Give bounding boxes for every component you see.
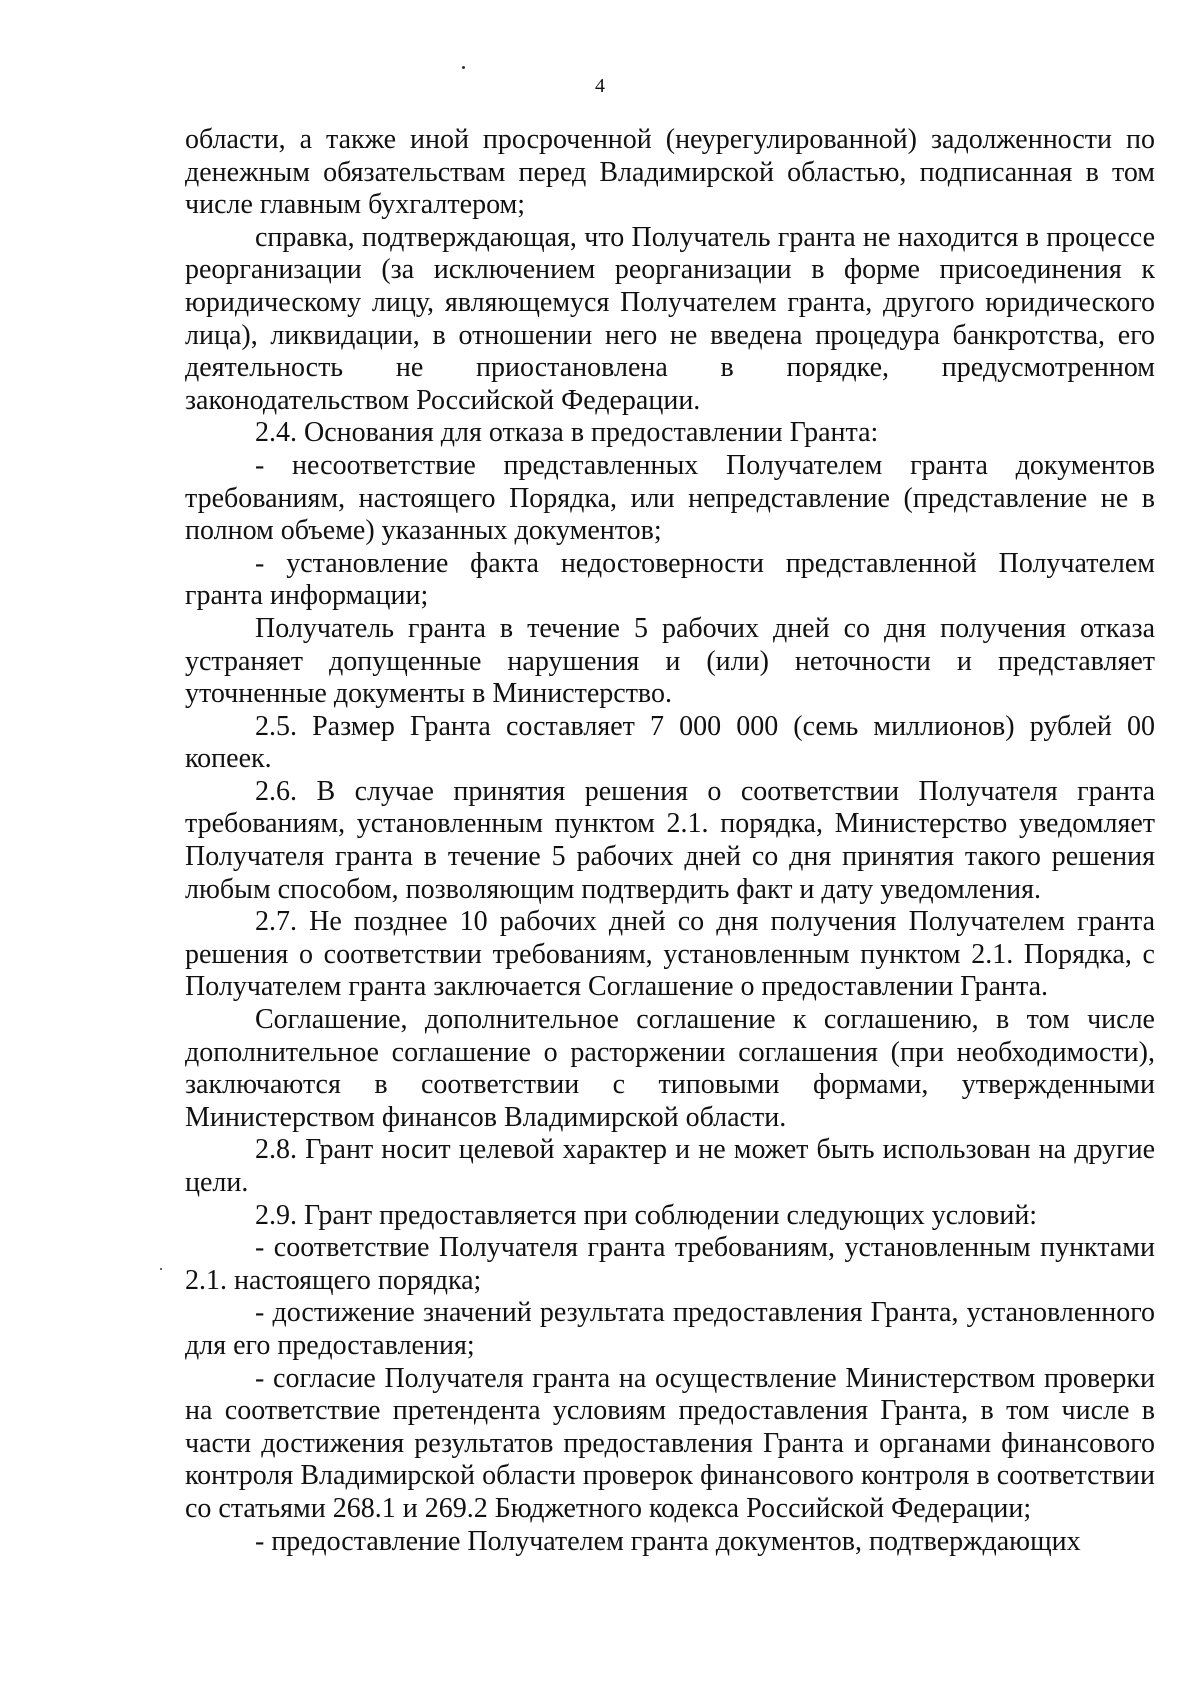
paragraph-2-9-item-documents: - предоставление Получателем гранта документов, подтверждающих: [255, 1525, 1081, 1557]
page-number: 4: [595, 75, 605, 97]
paragraph-2-9-item-consent: - согласие Получателя гранта на осуществление Министерством проверки на соответствие претендента условиям предоставления Гранта, в том числе в части достижения результатов предоставления Гранта и органами финансового контроля Владимирской области проверок финансового контроля в соответствии со статьями 268.1 и 269.2 Бюджетного кодекса Российской Федерации;: [185, 1362, 1155, 1524]
paragraph-2-5-grant-size: 2.5. Размер Гранта составляет 7 000 000 (семь миллионов) рублей 00 копеек.: [185, 710, 1155, 775]
paragraph-2-9-item-results: - достижение значений результата предоставления Гранта, установленного для его предоставления;: [185, 1297, 1155, 1361]
paragraph-2-9-item-compliance: - соответствие Получателя гранта требованиям, установленным пунктами 2.1. настоящего порядка;: [185, 1232, 1155, 1296]
paragraph-reorganization-certificate: справка, подтверждающая, что Получатель гранта не находится в процессе реорганизации (за исключением реорганизации в форме присоединения к юридическому лицу, являющемуся Получателем гранта, другого юридического лица), ликвидации, в отношении него не введена процедура банкротства, его деятельность не приостановлена в порядке, предусмотренном законодательством Российской Федерации.: [185, 221, 1155, 416]
document-body: [185, 124, 1155, 1558]
paragraph-agreement-forms: Соглашение, дополнительное соглашение к соглашению, в том числе дополнительное соглашение о расторжении соглашения (при необходимости), заключаются в соответствии с типовыми формами, утвержденными Министерством финансов Владимирской области.: [185, 1004, 1155, 1133]
paragraph-2-4-heading: 2.4. Основания для отказа в предоставлении Гранта:: [255, 417, 879, 449]
paragraph-2-6-notification: 2.6. В случае принятия решения о соответствии Получателя гранта требованиям, установленным пунктом 2.1. порядка, Министерство уведомляет Получателя гранта в течение 5 рабочих дней со дня принятия такого решения любым способом, позволяющим подтвердить факт и дату уведомления.: [185, 775, 1155, 905]
scan-speck: [160, 1268, 162, 1270]
scan-speck: [462, 66, 465, 69]
paragraph-correction-term: Получатель гранта в течение 5 рабочих дней со дня получения отказа устраняет допущенные нарушения и (или) неточности и представляет уточненные документы в Министерство.: [185, 612, 1155, 710]
paragraph-2-9-heading: 2.9. Грант предоставляется при соблюдении следующих условий:: [255, 1199, 1038, 1231]
paragraph-2-4-item-mismatch: - несоответствие представленных Получателем гранта документов требованиям, настоящего Порядка, или непредставление (представление не в полном объеме) указанных документов;: [185, 449, 1155, 547]
paragraph-2-4-item-unreliable: - установление факта недостоверности представленной Получателем гранта информации;: [185, 547, 1155, 612]
paragraph-2-8-purpose: 2.8. Грант носит целевой характер и не может быть использован на другие цели.: [185, 1134, 1155, 1198]
paragraph-2-7-agreement: 2.7. Не позднее 10 рабочих дней со дня получения Получателем гранта решения о соответствии требованиям, установленным пунктом 2.1. Порядка, с Получателем гранта заключается Соглашение о предоставлении Гранта.: [185, 906, 1155, 1003]
paragraph-debt-statement: области, а также иной просроченной (неурегулированной) задолженности по денежным обязательствам перед Владимирской областью, подписанная в том числе главным бухгалтером;: [185, 124, 1155, 221]
